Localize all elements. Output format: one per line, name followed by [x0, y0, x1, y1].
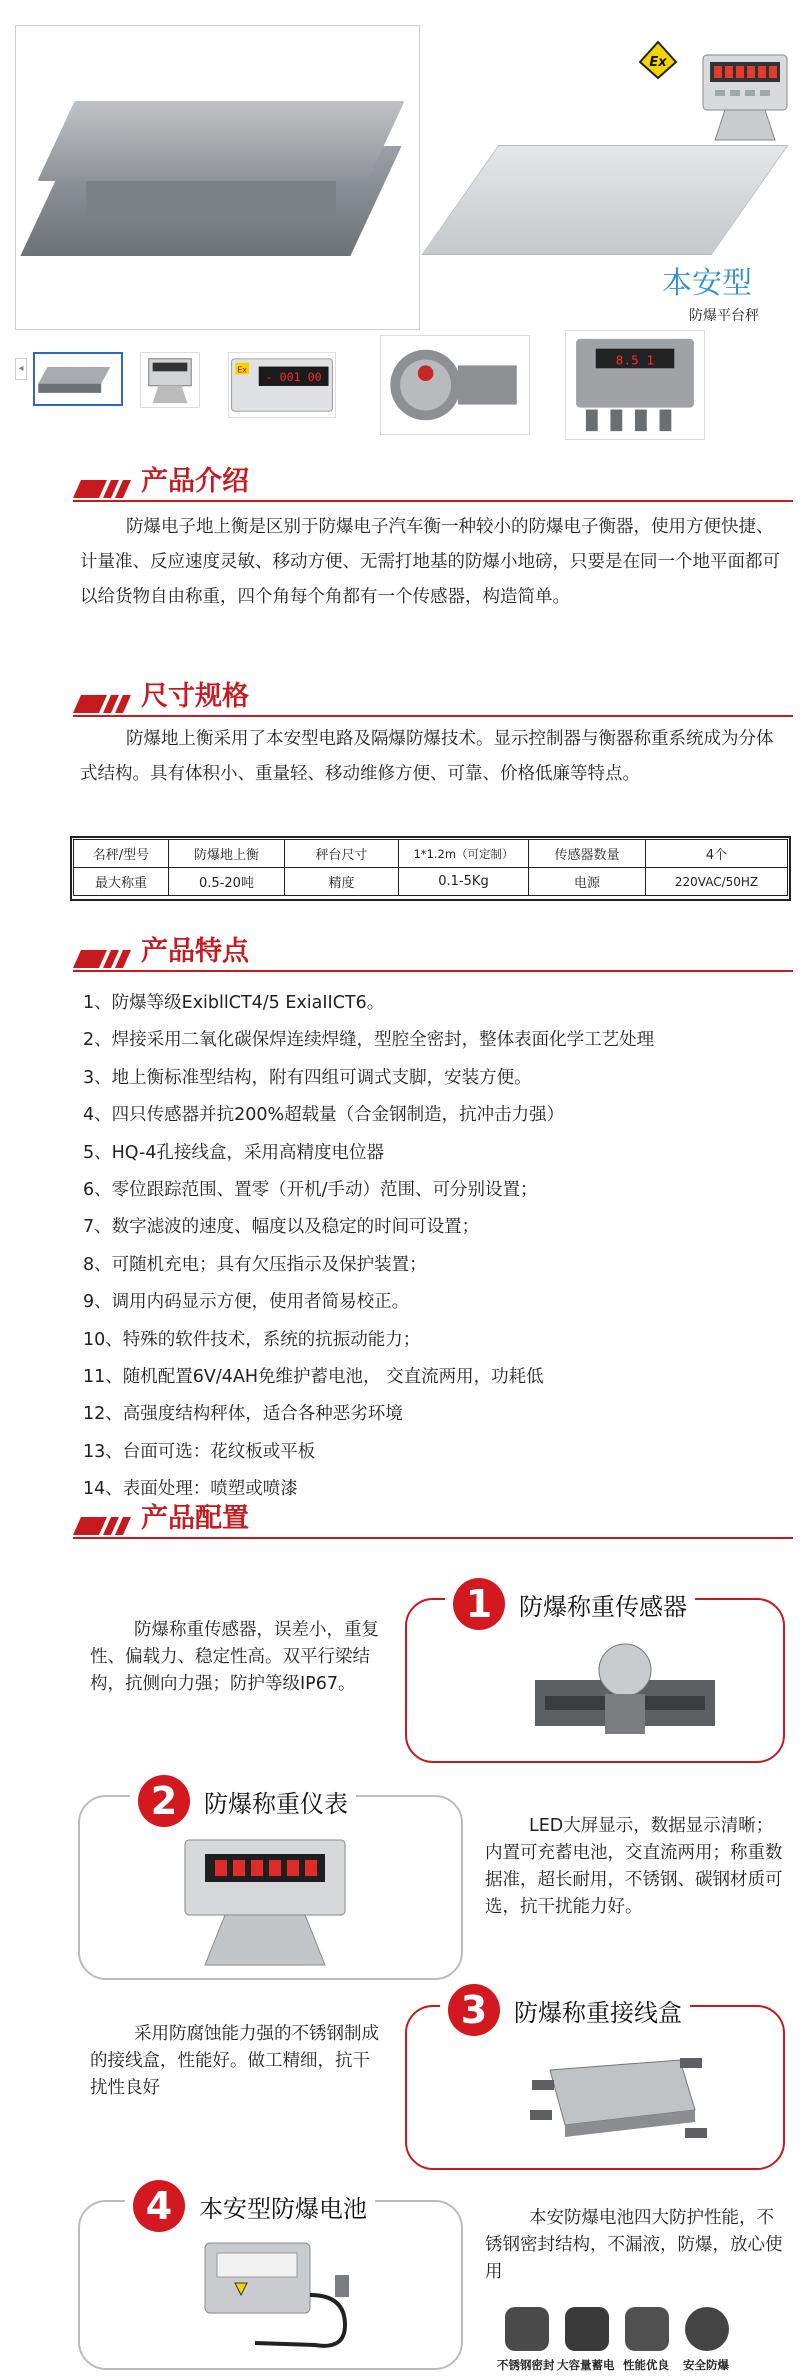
- svg-text:Ex: Ex: [237, 365, 247, 375]
- list-item: 13、台面可选：花纹板或平板: [83, 1441, 316, 1462]
- table-row: [74, 840, 788, 868]
- load-sensor-image: [515, 1640, 735, 1750]
- section-specs-heading: [73, 673, 793, 717]
- display-thumb-icon: [229, 353, 335, 417]
- svg-text:- 001 00: - 001 00: [265, 370, 322, 385]
- spec-table: [73, 839, 788, 896]
- thumbnail-1[interactable]: [33, 352, 123, 406]
- performance-icon: [625, 2307, 669, 2351]
- main-product-image: [15, 25, 420, 330]
- list-item: 6、零位跟踪范围、置零（开机/手动）范围、可分别设置；: [83, 1180, 538, 1201]
- table-cell: 防爆地上衡: [169, 840, 285, 868]
- table-cell: 秤台尺寸: [285, 840, 399, 868]
- weighing-indicator-image: [175, 1830, 355, 1970]
- table-cell: 0.1-5Kg: [399, 868, 529, 896]
- battery-capacity-icon: [565, 2307, 609, 2351]
- section-title: 产品介绍: [141, 466, 249, 497]
- list-item: 7、数字滤波的速度、幅度以及稳定的时间可设置；: [83, 1217, 480, 1238]
- product-type-title: 本安型: [662, 266, 752, 301]
- product-type-subtitle: 防爆平台秤: [689, 308, 759, 324]
- thumbnail-2[interactable]: [140, 352, 200, 408]
- list-item: 8、可随机充电；具有欠压指示及保护装置；: [83, 1254, 427, 1275]
- list-item: 2、焊接采用二氧化碳保焊连续焊缝，型腔全密封，整体表面化学工艺处理: [83, 1030, 655, 1051]
- table-cell: 最大称重: [74, 868, 169, 896]
- junction-thumb-icon: [381, 336, 529, 434]
- list-item: 9、调用内码显示方便，使用者简易校正。: [83, 1292, 410, 1313]
- table-cell: 电源: [529, 868, 646, 896]
- section-title: 产品特点: [141, 936, 249, 967]
- list-item: 14、表面处理：喷塑或喷漆: [83, 1479, 298, 1500]
- table-cell: 精度: [285, 868, 399, 896]
- explosion-proof-icon: [685, 2307, 729, 2351]
- card-title: 本安型防爆电池: [199, 2194, 367, 2223]
- platform-scale-image: [440, 125, 780, 275]
- slash-decoration-icon: [73, 695, 133, 713]
- icon-label: 安全防爆: [683, 2358, 729, 2372]
- card-title: 防爆称重仪表: [204, 1789, 348, 1818]
- list-item: 3、地上衡标准型结构，附有四组可调式支脚，安装方便。: [83, 1067, 532, 1088]
- number-badge: 1: [453, 1578, 505, 1630]
- card-title: 防爆称重接线盒: [514, 1998, 682, 2027]
- icon-label: 不锈钢密封: [497, 2358, 555, 2372]
- list-item: 1、防爆等级ExibllCT4/5 ExiaIICT6。: [83, 993, 385, 1013]
- config-text-indicator: LED大屏显示，数据显示清晰；内置可充蓄电池，交直流两用；称重数据准，超长耐用，不锈钢、碳钢材质可选，抗干扰能力好。: [485, 1816, 783, 1917]
- table-cell: 4个: [646, 840, 788, 868]
- junction-box-image: [520, 2040, 710, 2155]
- feature-list: [83, 985, 654, 1509]
- icon-label: 性能优良: [623, 2358, 669, 2372]
- table-cell: 0.5-20吨: [169, 868, 285, 896]
- section-title: 产品配置: [141, 1503, 249, 1534]
- indicator-thumb-icon: [141, 353, 199, 407]
- ex-warning-icon: [638, 40, 678, 80]
- svg-text:Ex: Ex: [649, 55, 667, 70]
- list-item: 4、四只传感器并抗200%超载量（合金钢制造，抗冲击力强）: [83, 1105, 565, 1126]
- section-title: 尺寸规格: [141, 681, 249, 712]
- battery-image: [195, 2235, 370, 2355]
- list-item: 11、随机配置6V/4AH免维护蓄电池， 交直流两用，功耗低: [83, 1367, 544, 1388]
- slash-decoration-icon: [73, 950, 133, 968]
- number-badge: 4: [133, 2180, 185, 2232]
- number-badge: 2: [138, 1775, 190, 1827]
- icon-label: 大容量蓄电: [557, 2358, 615, 2372]
- config-text-junction: 采用防腐蚀能力强的不锈钢制成的接线盒，性能好。做工精细，抗干扰性良好: [90, 2024, 379, 2098]
- list-item: 5、HQ-4孔接线盒，采用高精度电位器: [83, 1142, 385, 1163]
- config-text-sensor: 防爆称重传感器，误差小，重复性、偏载力、稳定性高。双平行梁结构，抗侧向力强；防护等级IP67。: [90, 1620, 379, 1694]
- config-card-header: [440, 1984, 690, 2036]
- intro-paragraph: 防爆电子地上衡是区别于防爆电子汽车衡一种较小的防爆电子衡器，使用方便快捷、计量准、反应速度灵敏、移动方便、无需打地基的防爆小地磅，只要是在同一个地平面都可以给货物自由称重，四个角每个角都有一个传感器，构造简单。: [80, 517, 780, 607]
- config-text-battery: 本安防爆电池四大防护性能，不锈钢密封结构，不漏液，防爆，放心使用: [485, 2208, 783, 2282]
- stainless-seal-icon: [505, 2307, 549, 2351]
- scale-thumb-icon: [35, 354, 121, 404]
- config-card-header: [125, 2180, 375, 2232]
- section-features-heading: [73, 928, 793, 972]
- table-row: [74, 868, 788, 896]
- config-card-header: [445, 1578, 695, 1630]
- slash-decoration-icon: [73, 1517, 133, 1535]
- section-config-heading: [73, 1495, 793, 1539]
- table-cell: 1*1.2m（可定制）: [399, 840, 529, 868]
- prev-arrow-icon[interactable]: ◂: [15, 358, 27, 380]
- svg-text:8.5 1: 8.5 1: [615, 353, 655, 369]
- list-item: 12、高强度结构秤体，适合各种恶劣环境: [83, 1404, 403, 1425]
- specs-paragraph: 防爆地上衡采用了本安型电路及隔爆防爆技术。显示控制器与衡器称重系统成为分体式结构。具有体积小、重量轻、移动维修方便、可靠、价格低廉等特点。: [80, 729, 774, 784]
- card-title: 防爆称重传感器: [519, 1592, 687, 1621]
- list-item: 10、特殊的软件技术，系统的抗振动能力；: [83, 1329, 421, 1350]
- thumbnail-3[interactable]: [228, 352, 336, 418]
- section-intro-heading: [73, 458, 793, 502]
- table-cell: 传感器数量: [529, 840, 646, 868]
- explosion-proof-box-icon: [566, 331, 704, 439]
- thumbnail-5[interactable]: [565, 330, 705, 440]
- config-card-header: [130, 1775, 356, 1827]
- number-badge: 3: [448, 1984, 500, 2036]
- thumbnail-4[interactable]: [380, 335, 530, 435]
- slash-decoration-icon: [73, 480, 133, 498]
- table-cell: 220VAC/50HZ: [646, 868, 788, 896]
- table-cell: 名秤/型号: [74, 840, 169, 868]
